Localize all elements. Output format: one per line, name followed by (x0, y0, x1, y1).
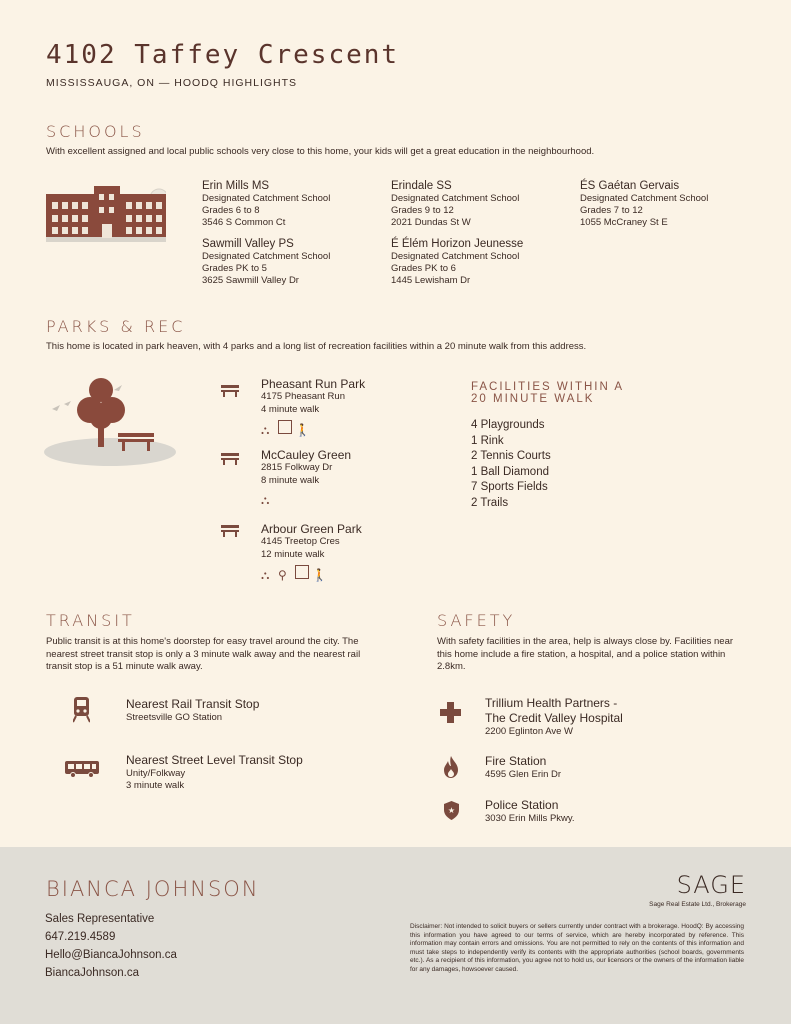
fire-icon (444, 756, 458, 778)
sports-field-icon (278, 420, 292, 434)
fire-station-title: Fire Station (485, 754, 547, 768)
park-address: 4175 Pheasant Run (261, 391, 345, 402)
list-item: 4 Playgrounds (471, 419, 545, 431)
brand-logo: SAGE (676, 871, 746, 899)
school-type: Designated Catchment School (391, 251, 520, 262)
park-address: 4145 Treetop Cres (261, 536, 340, 547)
list-item: 7 Sports Fields (471, 481, 548, 493)
school-card (391, 237, 523, 287)
school-card (391, 179, 519, 229)
hospital-cross-icon (440, 702, 461, 723)
park-walk: 8 minute walk (261, 474, 320, 486)
school-type: Designated Catchment School (391, 193, 520, 204)
rail-transit-title: Nearest Rail Transit Stop (126, 697, 260, 711)
disclaimer: Disclaimer: Not intended to solicit buyers or sellers currently under contract with a brokerage. HoodQ: By accessing this information you have agreed to our terms of service, which are hereby incorporated by reference. This information may contain errors and omissions. You are not permitted to rely on the contents of this information and must take steps to independently verify its contents with the appropriate authorities (school boards, governments etc.). As a recipient of this information, you agree not to hold us, our licensors or the owners of the information liable for any damages, howsoever caused. (410, 923, 744, 973)
school-type: Designated Catchment School (202, 193, 331, 204)
school-address: 3625 Sawmill Valley Dr (202, 275, 299, 286)
school-type: Designated Catchment School (202, 251, 331, 262)
school-name: Erindale SS (391, 180, 452, 192)
brokerage-name: Sage Real Estate Ltd., Brokerage (649, 901, 746, 908)
agent-contact (45, 910, 177, 982)
school-grades: Grades PK to 6 (391, 263, 456, 274)
police-station-address: 3030 Erin Mills Pkwy. (485, 813, 575, 824)
park-card (261, 448, 351, 509)
facilities-heading-line: 20 MINUTE WALK (471, 393, 595, 405)
school-grades: Grades 6 to 8 (202, 205, 260, 216)
rail-transit-stop: Streetsville GO Station (126, 712, 223, 723)
school-type: Designated Catchment School (580, 193, 709, 204)
transit-intro: Public transit is at this home's doorstep for easy travel around the city. The nearest street transit stop is only a 3 minute walk away and the nearest rail transit stop is a 51 minute walk away. (46, 636, 361, 672)
trail-icon: 🚶 (312, 568, 327, 582)
fire-station-card (485, 754, 561, 781)
school-building-illustration (46, 182, 166, 244)
page-subtitle: MISSISSAUGA, ON — HOODQ HIGHLIGHTS (46, 77, 298, 89)
list-item: 2 Trails (471, 496, 509, 509)
facilities-list (471, 418, 551, 511)
school-name: Sawmill Valley PS (202, 238, 294, 250)
sports-field-icon (295, 565, 309, 579)
park-name: McCauley Green (261, 448, 352, 462)
agent-role: Sales Representative (45, 913, 155, 925)
street-transit-title: Nearest Street Level Transit Stop (126, 753, 303, 767)
bus-icon (65, 761, 99, 778)
svg-text:★: ★ (447, 806, 456, 815)
street-transit-card (126, 753, 303, 792)
transit-heading: TRANSIT (46, 611, 135, 630)
school-name: É Élém Horizon Jeunesse (391, 238, 524, 250)
fire-station-address: 4595 Glen Erin Dr (485, 769, 562, 780)
police-station-card (485, 798, 575, 825)
agent-email[interactable]: Hello@BiancaJohnson.ca (45, 949, 177, 961)
school-address: 1055 McCraney St E (580, 217, 668, 228)
police-badge-icon (444, 801, 459, 820)
hospital-name-line: The Credit Valley Hospital (485, 711, 623, 725)
park-illustration (44, 376, 179, 466)
school-card (202, 179, 330, 229)
footer (0, 847, 791, 1024)
street-transit-walk: 3 minute walk (126, 780, 185, 791)
school-name: ÉS Gaétan Gervais (580, 180, 680, 192)
park-walk: 12 minute walk (261, 548, 325, 560)
park-address: 2815 Folkway Dr (261, 462, 333, 473)
hospital-address: 2200 Eglinton Ave W (485, 726, 574, 737)
hospital-name-line: Trillium Health Partners - (485, 696, 618, 710)
school-name: Erin Mills MS (202, 180, 270, 192)
safety-heading: SAFETY (437, 611, 516, 630)
police-station-title: Police Station (485, 798, 559, 812)
park-name: Arbour Green Park (261, 522, 362, 536)
bench-icon (221, 453, 239, 465)
park-walk: 4 minute walk (261, 403, 320, 415)
school-grades: Grades 7 to 12 (580, 205, 643, 216)
tennis-icon: ⚲ (278, 568, 287, 582)
list-item: 1 Rink (471, 434, 504, 447)
parks-intro: This home is located in park heaven, with 4 parks and a long list of recreation facilities within a 20 minute walk from this address. (46, 341, 587, 352)
schools-intro: With excellent assigned and local public schools very close to this home, your kids will get a great education in the neighbourhood. (46, 146, 595, 157)
rail-transit-card (126, 697, 259, 724)
agent-phone[interactable]: 647.219.4589 (45, 931, 116, 943)
park-name: Pheasant Run Park (261, 377, 366, 391)
agent-name: BIANCA JOHNSON (46, 877, 260, 901)
park-card (261, 377, 365, 439)
list-item: 1 Ball Diamond (471, 465, 549, 478)
agent-website[interactable]: BiancaJohnson.ca (45, 967, 139, 979)
bench-icon (221, 385, 239, 397)
school-grades: Grades PK to 5 (202, 263, 267, 274)
bench-icon (221, 525, 239, 537)
page-title: 4102 Taffey Crescent (46, 40, 400, 70)
school-card (580, 179, 708, 229)
school-address: 2021 Dundas St W (391, 217, 471, 228)
parks-heading: PARKS & REC (46, 317, 186, 336)
hospital-card (485, 696, 623, 738)
playground-icon: ⛬ (261, 493, 270, 507)
street-transit-stop: Unity/Folkway (126, 768, 186, 779)
facilities-heading (471, 381, 624, 405)
list-item: 2 Tennis Courts (471, 450, 551, 462)
train-icon (73, 697, 90, 723)
schools-heading: SCHOOLS (46, 122, 145, 141)
playground-icon: ⛬ (261, 423, 270, 437)
park-card (261, 522, 362, 584)
school-address: 3546 S Common Ct (202, 217, 286, 228)
school-card (202, 237, 330, 287)
playground-icon: ⛬ (261, 568, 270, 582)
facilities-heading-line: FACILITIES WITHIN A (471, 381, 625, 393)
trail-icon: 🚶 (295, 423, 310, 437)
safety-intro: With safety facilities in the area, help is always close by. Facilities near this home include a fire station, a hospital, and a police station within 2.8km. (437, 636, 734, 672)
school-grades: Grades 9 to 12 (391, 205, 454, 216)
school-address: 1445 Lewisham Dr (391, 275, 471, 286)
